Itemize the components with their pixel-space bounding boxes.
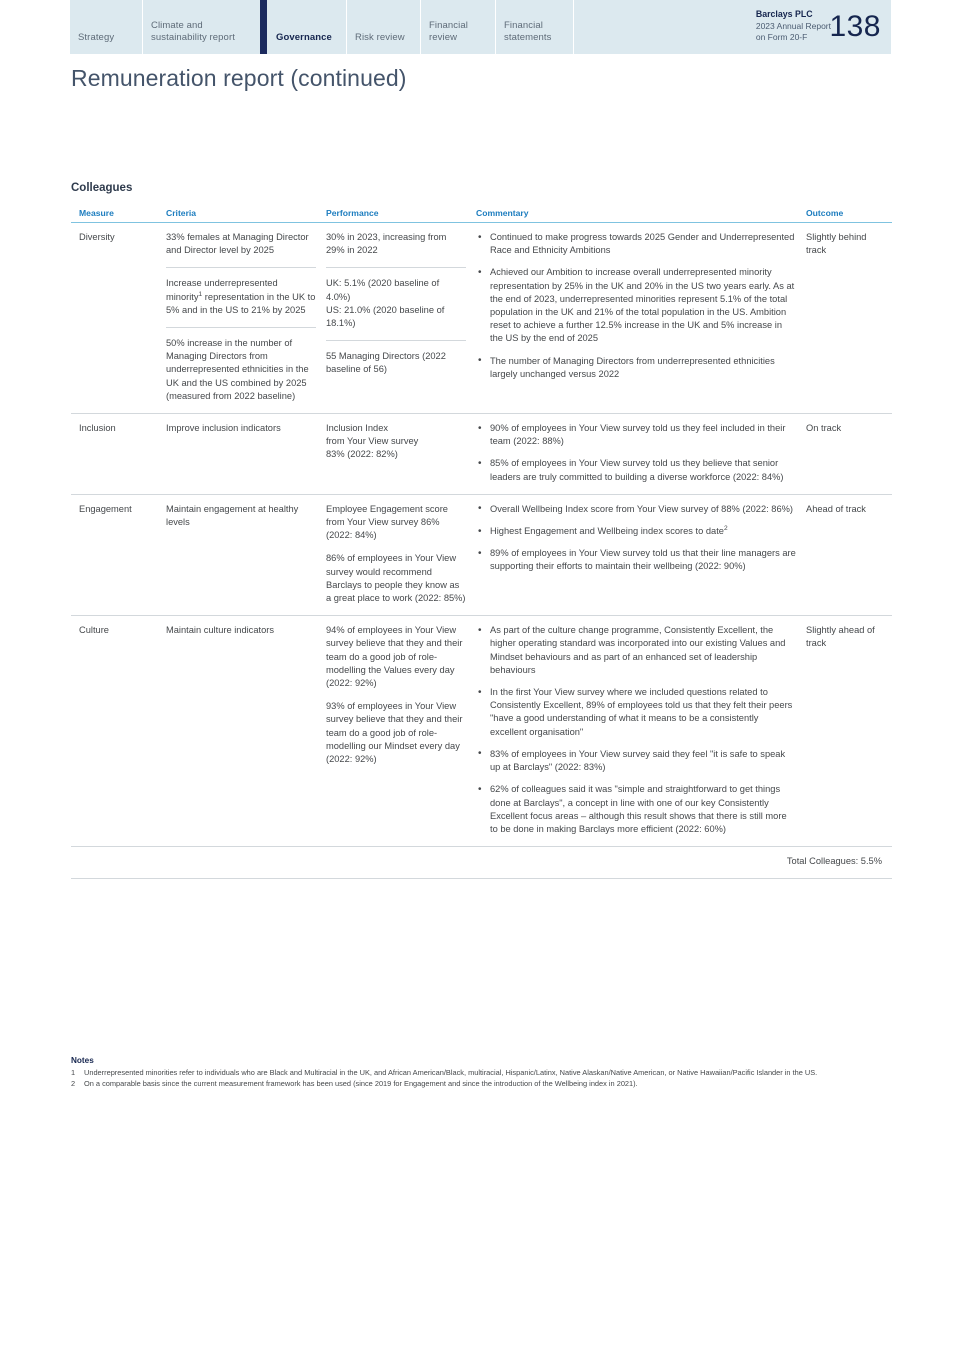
total-row: [71, 847, 892, 879]
cell-performance: [326, 616, 476, 847]
page-title: Remuneration report (continued): [71, 65, 407, 91]
cell-performance-item: Inclusion Index from Your View survey 83% (2022: 82%): [326, 423, 419, 460]
note-text: On a comparable basis since the current measurement framework has been used (since 2019 for Engagement and since the introduction of the Wellbeing index in 2021).: [84, 1079, 638, 1089]
note-item: [71, 1068, 896, 1078]
cell-criteria-item: Maintain culture indicators: [166, 625, 274, 636]
commentary-bullet-list: [476, 624, 796, 836]
table-header-row: [71, 205, 892, 223]
nav-tab-label: Financial statements: [504, 20, 552, 43]
column-header-outcome: Outcome: [806, 205, 892, 223]
cell-measure: Culture: [71, 616, 166, 847]
cell-outcome: Ahead of track: [806, 494, 892, 615]
cell-performance: [326, 223, 476, 414]
cell-measure: Inclusion: [71, 414, 166, 495]
report-title-line-1: 2023 Annual Report: [755, 20, 831, 31]
cell-performance: [326, 494, 476, 615]
table-row: [71, 616, 892, 847]
nav-tab-financial-review[interactable]: [420, 0, 495, 54]
commentary-bullet: • 90% of employees in Your View survey told us they feel included in their team (2022: 88%): [476, 422, 796, 448]
note-number: 2: [71, 1079, 76, 1089]
section-title: Colleagues: [71, 182, 133, 194]
nav-tab-risk-review[interactable]: [346, 0, 420, 54]
nav-tab-climate-and-sustainability-report[interactable]: [142, 0, 260, 54]
column-header-performance: Performance: [326, 205, 476, 223]
note-item: [71, 1079, 896, 1089]
section-navigation-band: [70, 0, 891, 54]
nav-tab-strategy[interactable]: [70, 0, 142, 54]
total-colleagues-value: Total Colleagues: 5.5%: [71, 847, 892, 879]
note-number: 1: [71, 1068, 76, 1077]
nav-tab-financial-statements[interactable]: [495, 0, 573, 54]
commentary-bullet-list: [476, 503, 796, 574]
commentary-bullet: • Highest Engagement and Wellbeing index scores to date$^2$: [476, 525, 796, 538]
brand-name: Barclays PLC: [755, 9, 813, 19]
cell-performance-item: Employee Engagement score from Your View survey 86% (2022: 84%): [326, 503, 448, 541]
nav-tab-label: Risk review: [355, 31, 405, 43]
commentary-bullet: • Overall Wellbeing Index score from Your View survey of 88% (2022: 86%): [476, 503, 796, 516]
cell-criteria: [166, 223, 326, 414]
commentary-bullet: • In the first Your View survey where we included questions related to Consistently Excellent, 89% of employees told us that they felt their peers "have a good understanding of what it means to be a consistently excellent organisation": [476, 686, 796, 739]
cell-performance-item: 55 Managing Directors (2022 baseline of 56): [326, 340, 466, 376]
table-row: [71, 414, 892, 495]
cell-commentary: [476, 414, 806, 495]
commentary-bullet: • 89% of employees in Your View survey told us that their line managers are supporting their efforts to maintain their wellbeing (2022: 90%): [476, 547, 796, 573]
cell-commentary: [476, 616, 806, 847]
cell-commentary: [476, 223, 806, 414]
cell-criteria-item: 33% females at Managing Director and Director level by 2025: [166, 232, 309, 256]
nav-tab-label: Governance: [276, 31, 332, 43]
column-header-commentary: Commentary: [476, 205, 806, 223]
report-meta: [756, 9, 831, 44]
report-title-line-2: on Form 20-F: [755, 32, 808, 42]
column-header-criteria: Criteria: [166, 205, 326, 223]
cell-criteria: [166, 414, 326, 495]
cell-criteria-item: Improve inclusion indicators: [166, 423, 281, 434]
table-header: [71, 205, 892, 223]
cell-performance: [326, 414, 476, 495]
commentary-bullet-list: [476, 231, 796, 381]
nav-tab-label: Strategy: [78, 31, 115, 43]
commentary-bullet: • 62% of colleagues said it was "simple and straightforward to get things done at Barclays", a concept in line with one of our key Consistently Excellent focus areas – although this result shows that there is still more to be done in making Barclays more efficient (2022: 60%): [476, 783, 796, 836]
table-footer: [71, 847, 892, 879]
cell-criteria-item: Maintain engagement at healthy levels: [166, 503, 299, 528]
page-number: 138: [829, 10, 881, 43]
cell-criteria-item: Increase underrepresented minority$^1$ representation in the UK to 5% and in the US to 21% by 2025: [166, 267, 316, 317]
nav-tab-label: Financial review: [429, 20, 468, 43]
commentary-bullet: • 85% of employees in Your View survey told us they believe that senior leaders are truly committed to building a diverse workforce (2022: 84%): [476, 457, 796, 483]
cell-performance-item: 86% of employees in Your View survey would recommend Barclays to people they know as a great place to work (2022: 85%): [326, 553, 466, 604]
column-header-measure: Measure: [71, 205, 166, 223]
nav-tab-label: Climate and sustainability report: [151, 20, 235, 43]
commentary-bullet-list: [476, 422, 796, 484]
commentary-bullet: • As part of the culture change programme, Consistently Excellent, the higher operating standard was incorporated into our existing Values and Mindset behaviours and as part of an enhanced set of leadership behaviours: [476, 624, 796, 677]
cell-performance-item: 94% of employees in Your View survey believe that they and their team do a good job of role-modelling the Values every day (2022: 92%): [326, 625, 463, 689]
commentary-bullet: • The number of Managing Directors from underrepresented ethnicities largely unchanged versus 2022: [476, 355, 796, 381]
cell-criteria-item: 50% increase in the number of Managing Directors from underrepresented ethnicities in the UK and the US combined by 2025 (measured from 2022 baseline): [166, 327, 316, 403]
cell-performance-item: 93% of employees in Your View survey believe that they and their team do a good job of role-modelling our Mindset every day (2022: 92%): [326, 701, 463, 765]
cell-criteria: [166, 616, 326, 847]
cell-criteria: [166, 494, 326, 615]
cell-performance-item: 30% in 2023, increasing from 29% in 2022: [326, 232, 447, 256]
nav-tab-governance[interactable]: [260, 0, 346, 54]
note-text: Underrepresented minorities refer to individuals who are Black and Multiracial in the UK, and African American/Black, multiracial, Hispanic/Latinx, Native Alaskan/Native American, or Native Hawaiian/Pacific Islander in the US.: [84, 1068, 818, 1077]
table-row: [71, 494, 892, 615]
notes-list: [71, 1068, 896, 1090]
cell-outcome: On track: [806, 414, 892, 495]
notes-section: [71, 1056, 896, 1091]
table-body: [71, 223, 892, 847]
cell-performance-item: UK: 5.1% (2020 baseline of 4.0%) US: 21.0% (2020 baseline of 18.1%): [326, 267, 466, 330]
cell-measure: Engagement: [71, 494, 166, 615]
cell-commentary: [476, 494, 806, 615]
colleagues-measures-table: [71, 205, 892, 879]
commentary-bullet: • 83% of employees in Your View survey said they feel "it is safe to speak up at Barclays" (2022: 83%): [476, 748, 796, 774]
cell-outcome: Slightly behind track: [806, 232, 867, 256]
cell-measure: Diversity: [79, 232, 115, 242]
cell-outcome: Slightly ahead of track: [806, 616, 892, 847]
commentary-bullet: • Continued to make progress towards 2025 Gender and Underrepresented Race and Ethnicity Ambitions: [476, 231, 796, 257]
table-row: [71, 223, 892, 414]
notes-heading: Notes: [71, 1056, 94, 1065]
commentary-bullet: • Achieved our Ambition to increase overall underrepresented minority representation by 25% in the UK and 20% in the US two years early. As at the end of 2023, underrepresented minorities represent 5.1% of the total population in the UK and 21% of the total population in the US. Ambition reset to achieve a further 12.5% increase in the UK and 5% increase in the US by the end of 2025: [476, 266, 796, 345]
